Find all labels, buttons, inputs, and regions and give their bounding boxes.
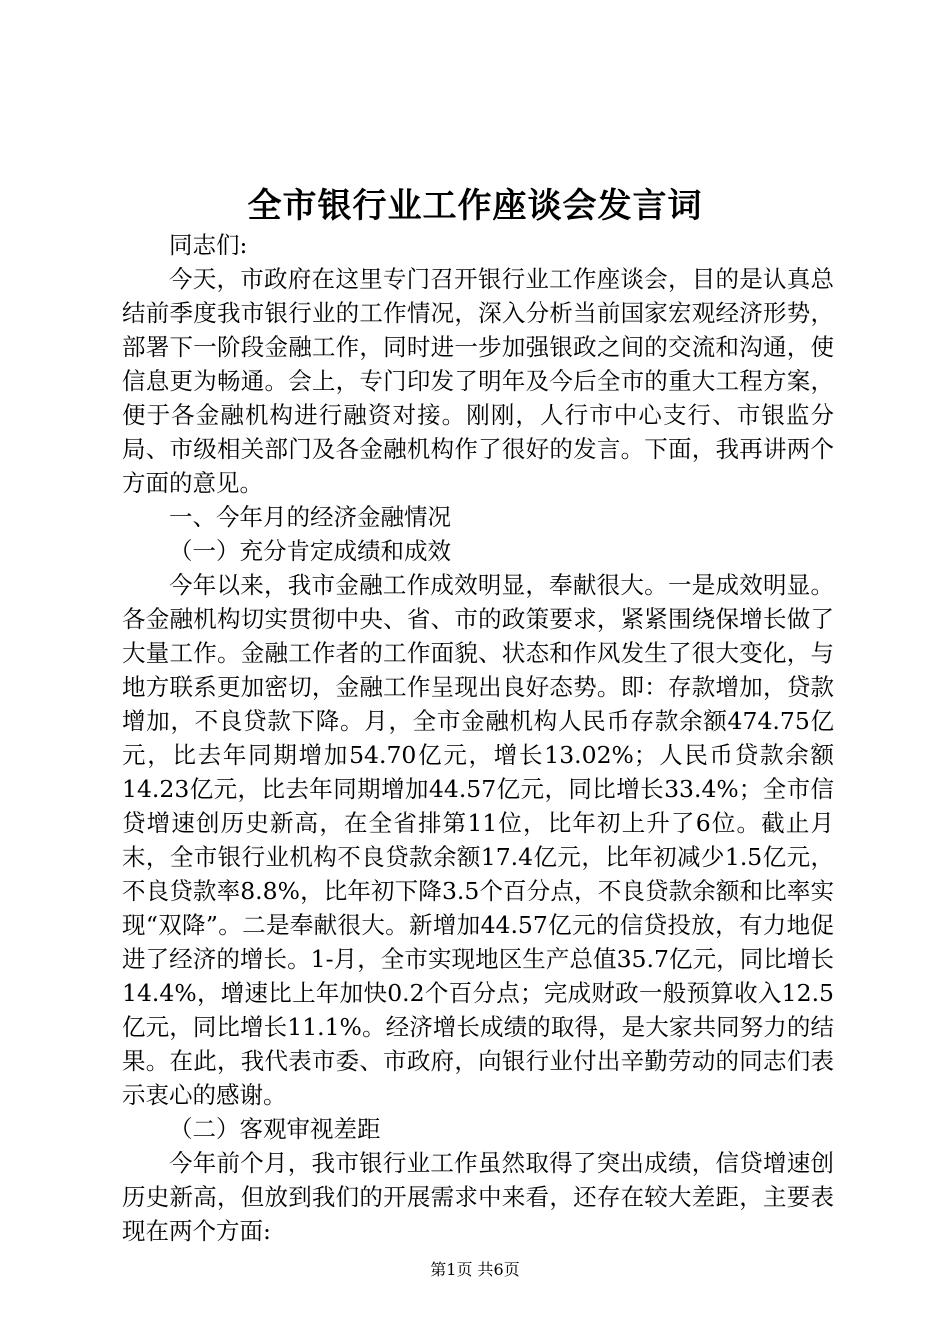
gaps-paragraph: 今年前个月，我市银行业工作虽然取得了突出成绩，信贷增速创历史新高，但放到我们的开展需求中来看，还存在较大差距，主要表现在两个方面:	[122, 1149, 834, 1245]
subsection-heading-2: （二）客观审视差距	[169, 1115, 381, 1143]
salutation-paragraph: 同志们:	[169, 231, 248, 259]
page-number-footer: 第1页 共6页	[430, 1260, 520, 1279]
intro-paragraph: 今天，市政府在这里专门召开银行业工作座谈会，目的是认真总结前季度我市银行业的工作情况，深入分析当前国家宏观经济形势，部署下一阶段金融工作，同时进一步加强银政之间的交流和沟通，使信息更为畅通。会上，专门印发了明年及今后全市的重大工程方案，便于各金融机构进行融资对接。刚刚，人行市中心支行、市银监分局、市级相关部门及各金融机构作了很好的发言。下面，我再讲两个方面的意见。	[122, 265, 834, 497]
section-heading-1: 一、今年月的经济金融情况	[169, 503, 451, 531]
achievements-paragraph: 今年以来，我市金融工作成效明显，奉献很大。一是成效明显。各金融机构切实贯彻中央、省、市的政策要求，紧紧围绕保增长做了大量工作。金融工作者的工作面貌、状态和作风发生了很大变化，与地方联系更加密切，金融工作呈现出良好态势。即：存款增加，贷款增加，不良贷款下降。月，全市金融机构人民币存款余额474.75亿元，比去年同期增加54.70亿元，增长13.02%；人民币贷款余额14.23亿元，比去年同期增加44.57亿元，同比增长33.4%；全市信贷增速创历史新高，在全省排第11位，比年初上升了6位。截止月末，全市银行业机构不良贷款余额17.4亿元，比年初减少1.5亿元，不良贷款率8.8%，比年初下降3.5个百分点，不良贷款余额和比率实现“双降”。二是奉献很大。新增加44.57亿元的信贷投放，有力地促进了经济的增长。1-月，全市实现地区生产总值35.7亿元，同比增长14.4%，增速比上年加快0.2个百分点；完成财政一般预算收入12.5亿元，同比增长11.1%。经济增长成绩的取得，是大家共同努力的结果。在此，我代表市委、市政府，向银行业付出辛勤劳动的同志们表示衷心的感谢。	[122, 571, 834, 1109]
document-title: 全市银行业工作座谈会发言词	[247, 186, 703, 226]
document-body	[122, 228, 834, 1248]
subsection-heading-1: （一）充分肯定成绩和成效	[169, 537, 451, 565]
